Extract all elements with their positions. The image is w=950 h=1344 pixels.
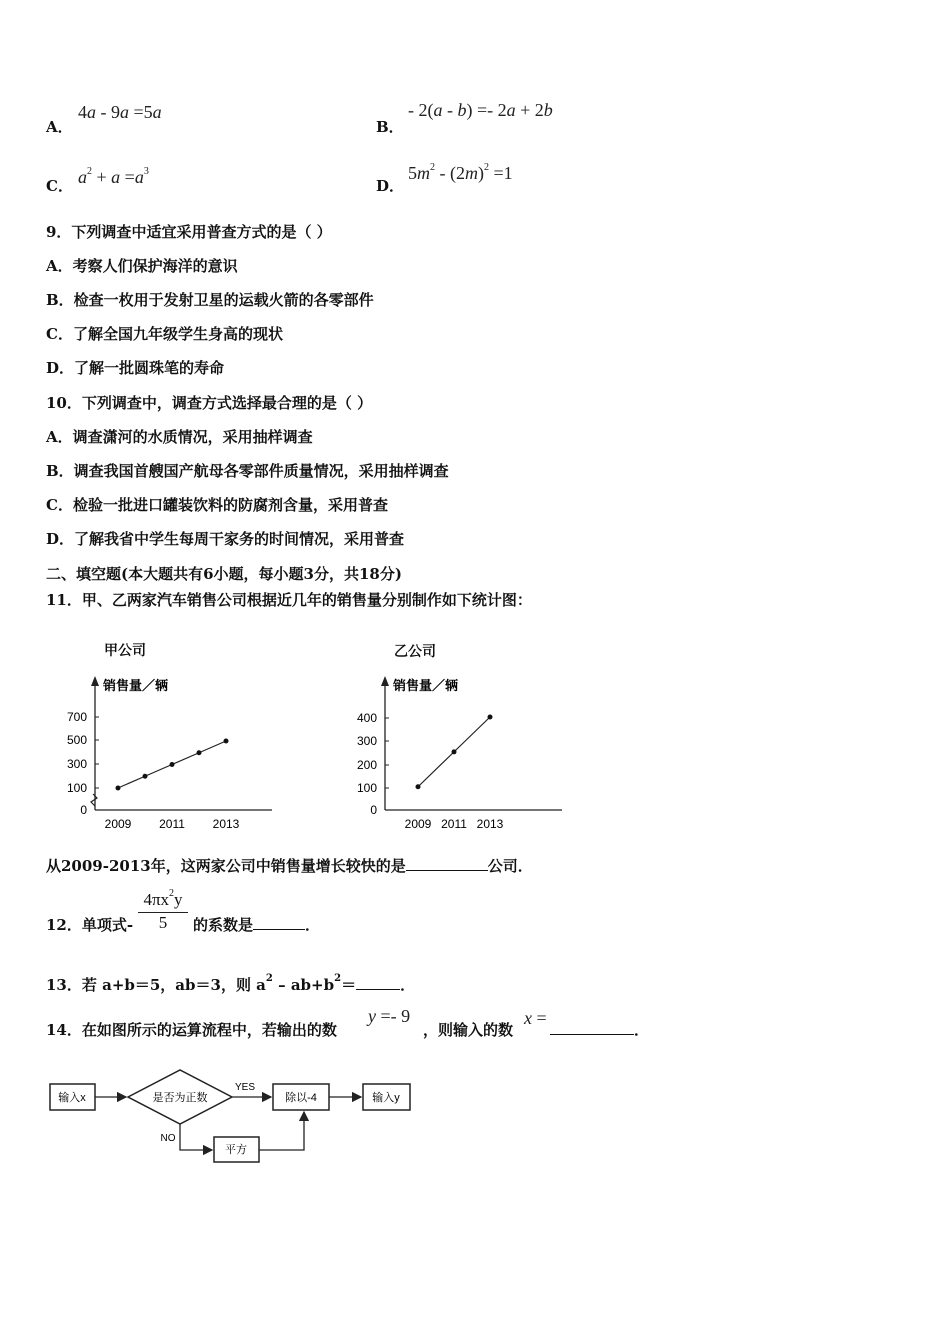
q10-option-c: C．检验一批进口罐装饮料的防腐剂含量，采用普查 — [46, 496, 388, 514]
flow-decision-text: 是否为正数 — [152, 1092, 208, 1104]
chart-jia-ytick-label: 100 — [66, 781, 87, 795]
q9-option-a: A．考察人们保护海洋的意识 — [46, 257, 238, 275]
q11-answer-line — [46, 855, 533, 876]
q14-answer-line — [550, 1019, 649, 1040]
chart-jia-data-point — [197, 750, 202, 755]
chart-jia-data-point — [116, 786, 121, 791]
chart-yi-ytick-label: 300 — [356, 734, 377, 748]
q8-option-c-label: C． — [46, 177, 73, 195]
q10-stem: 10．下列调查中，调查方式选择最合理的是（ ） — [46, 394, 373, 412]
chart-yi-data-point — [452, 749, 457, 754]
q13-mid1: – ab+b — [272, 976, 335, 994]
q10-option-d: D．了解我省中学生每周干家务的时间情况，采用普查 — [46, 530, 405, 548]
chart-jia-data-point — [143, 774, 148, 779]
q10-option-a: A．调查潇河的水质情况，采用抽样调查 — [46, 428, 313, 446]
chart-yi-ytick-label: 400 — [356, 711, 377, 725]
q12-end: ． — [305, 916, 321, 934]
chart-jia — [40, 670, 290, 840]
q14-end: ． — [634, 1021, 650, 1039]
q8-option-c-expr: $a^2 + a =a^3$ — [78, 166, 149, 187]
q14-mid: ，则输入的数 — [423, 1021, 514, 1039]
chart-jia-data-point — [224, 739, 229, 744]
chart-yi-xtick-label: 2011 — [441, 817, 467, 831]
chart-yi-title: 乙公司 — [394, 644, 436, 660]
chart-yi-xtick-label: 2013 — [476, 817, 504, 831]
flow-input-text: 输入x — [58, 1092, 86, 1104]
q8-option-d-label: D． — [376, 177, 405, 195]
chart-jia-ytick-label: 300 — [66, 757, 87, 771]
chart-yi-data-point — [488, 715, 493, 720]
q14-y-expr: y =- 9 — [368, 1006, 411, 1026]
q14-x-expr: x = — [524, 1008, 547, 1028]
section-2-heading: 二、填空题(本大题共有6小题，每小题3分，共18分) — [46, 565, 402, 583]
q14-prefix: 14．在如图所示的运算流程中，若输出的数 — [46, 1021, 337, 1039]
flow-yes-label: YES — [234, 1082, 256, 1093]
chart-yi-ytick-label: 0 — [370, 803, 377, 817]
q8-option-d-expr: $5m^2 - (2m)^2 =1$ — [408, 162, 513, 183]
chart-jia-y-axis-arrow — [91, 676, 99, 686]
chart-jia-ylabel: 销售量／辆 — [103, 678, 169, 693]
chart-yi-ytick-label: 100 — [356, 781, 377, 795]
q11-answer-blank[interactable] — [406, 856, 488, 871]
q12-suffix: 的系数是 — [193, 916, 254, 934]
chart-jia-ytick-label: 500 — [66, 733, 87, 747]
q8-option-b-label: B． — [376, 118, 404, 136]
chart-jia-data-point — [170, 762, 175, 767]
q12-prefix: 12．单项式- — [46, 916, 134, 934]
chart-yi-data-point — [416, 784, 421, 789]
chart-jia-ytick-label: 0 — [80, 803, 87, 817]
chart-jia-axis-break — [91, 794, 97, 806]
q13-end: ． — [400, 976, 416, 994]
q11-stem: 11．甲、乙两家汽车销售公司根据近几年的销售量分别制作如下统计图： — [46, 591, 532, 609]
chart-yi — [340, 670, 580, 840]
q8-option-b-expr: - 2(a - b) =- 2a + 2b — [408, 100, 553, 120]
q9-option-b: B．检查一枚用于发射卫星的运载火箭的各零部件 — [46, 291, 374, 309]
chart-yi-ytick-label: 200 — [356, 758, 377, 772]
flow-square-text: 平方 — [225, 1144, 247, 1156]
chart-jia-xtick-label: 2009 — [104, 817, 132, 831]
flow-output-text: 输入y — [372, 1092, 400, 1104]
q10-option-b: B．调查我国首艘国产航母各零部件质量情况，采用抽样调查 — [46, 462, 449, 480]
flowchart — [40, 1065, 430, 1170]
q13-line: 13．若 a+b＝5，ab＝3，则 $a^2 - ab+b^2=$ ． — [46, 973, 416, 994]
q14-answer-blank[interactable] — [550, 1020, 634, 1035]
chart-jia-xtick-label: 2013 — [212, 817, 240, 831]
q9-stem: 9．下列调查中适宜采用普查方式的是（ ） — [46, 223, 332, 241]
q13-prefix: 13．若 a+b＝5，ab＝3，则 a — [46, 976, 266, 994]
chart-jia-xtick-label: 2011 — [159, 817, 185, 831]
chart-yi-y-axis-arrow — [381, 676, 389, 686]
q13-mid2: ＝ — [341, 976, 357, 994]
q11-tail-a: 从2009-2013年，这两家公司中销售量增长较快的是 — [46, 857, 406, 875]
chart-jia-ytick-label: 700 — [66, 710, 87, 724]
chart-jia-title: 甲公司 — [104, 643, 146, 659]
q12-fraction: $\frac{4\pi x^2y}{5}$ — [138, 888, 188, 933]
q12-answer-blank[interactable] — [253, 915, 305, 930]
chart-yi-xtick-label: 2009 — [404, 817, 432, 831]
q8-option-a-label: A． — [46, 118, 73, 136]
q11-tail-b: 公司． — [487, 857, 533, 875]
q9-option-d: D．了解一批圆珠笔的寿命 — [46, 359, 225, 377]
flow-no-label: NO — [160, 1133, 176, 1144]
q9-option-c: C．了解全国九年级学生身高的现状 — [46, 325, 283, 343]
q12-suffix-line — [193, 914, 320, 935]
flow-divide-text: 除以-4 — [285, 1092, 317, 1104]
q8-option-a-expr: 4a - 9a =5a — [78, 102, 162, 122]
chart-yi-ylabel: 销售量／辆 — [393, 678, 459, 693]
q13-answer-blank[interactable] — [356, 975, 400, 990]
